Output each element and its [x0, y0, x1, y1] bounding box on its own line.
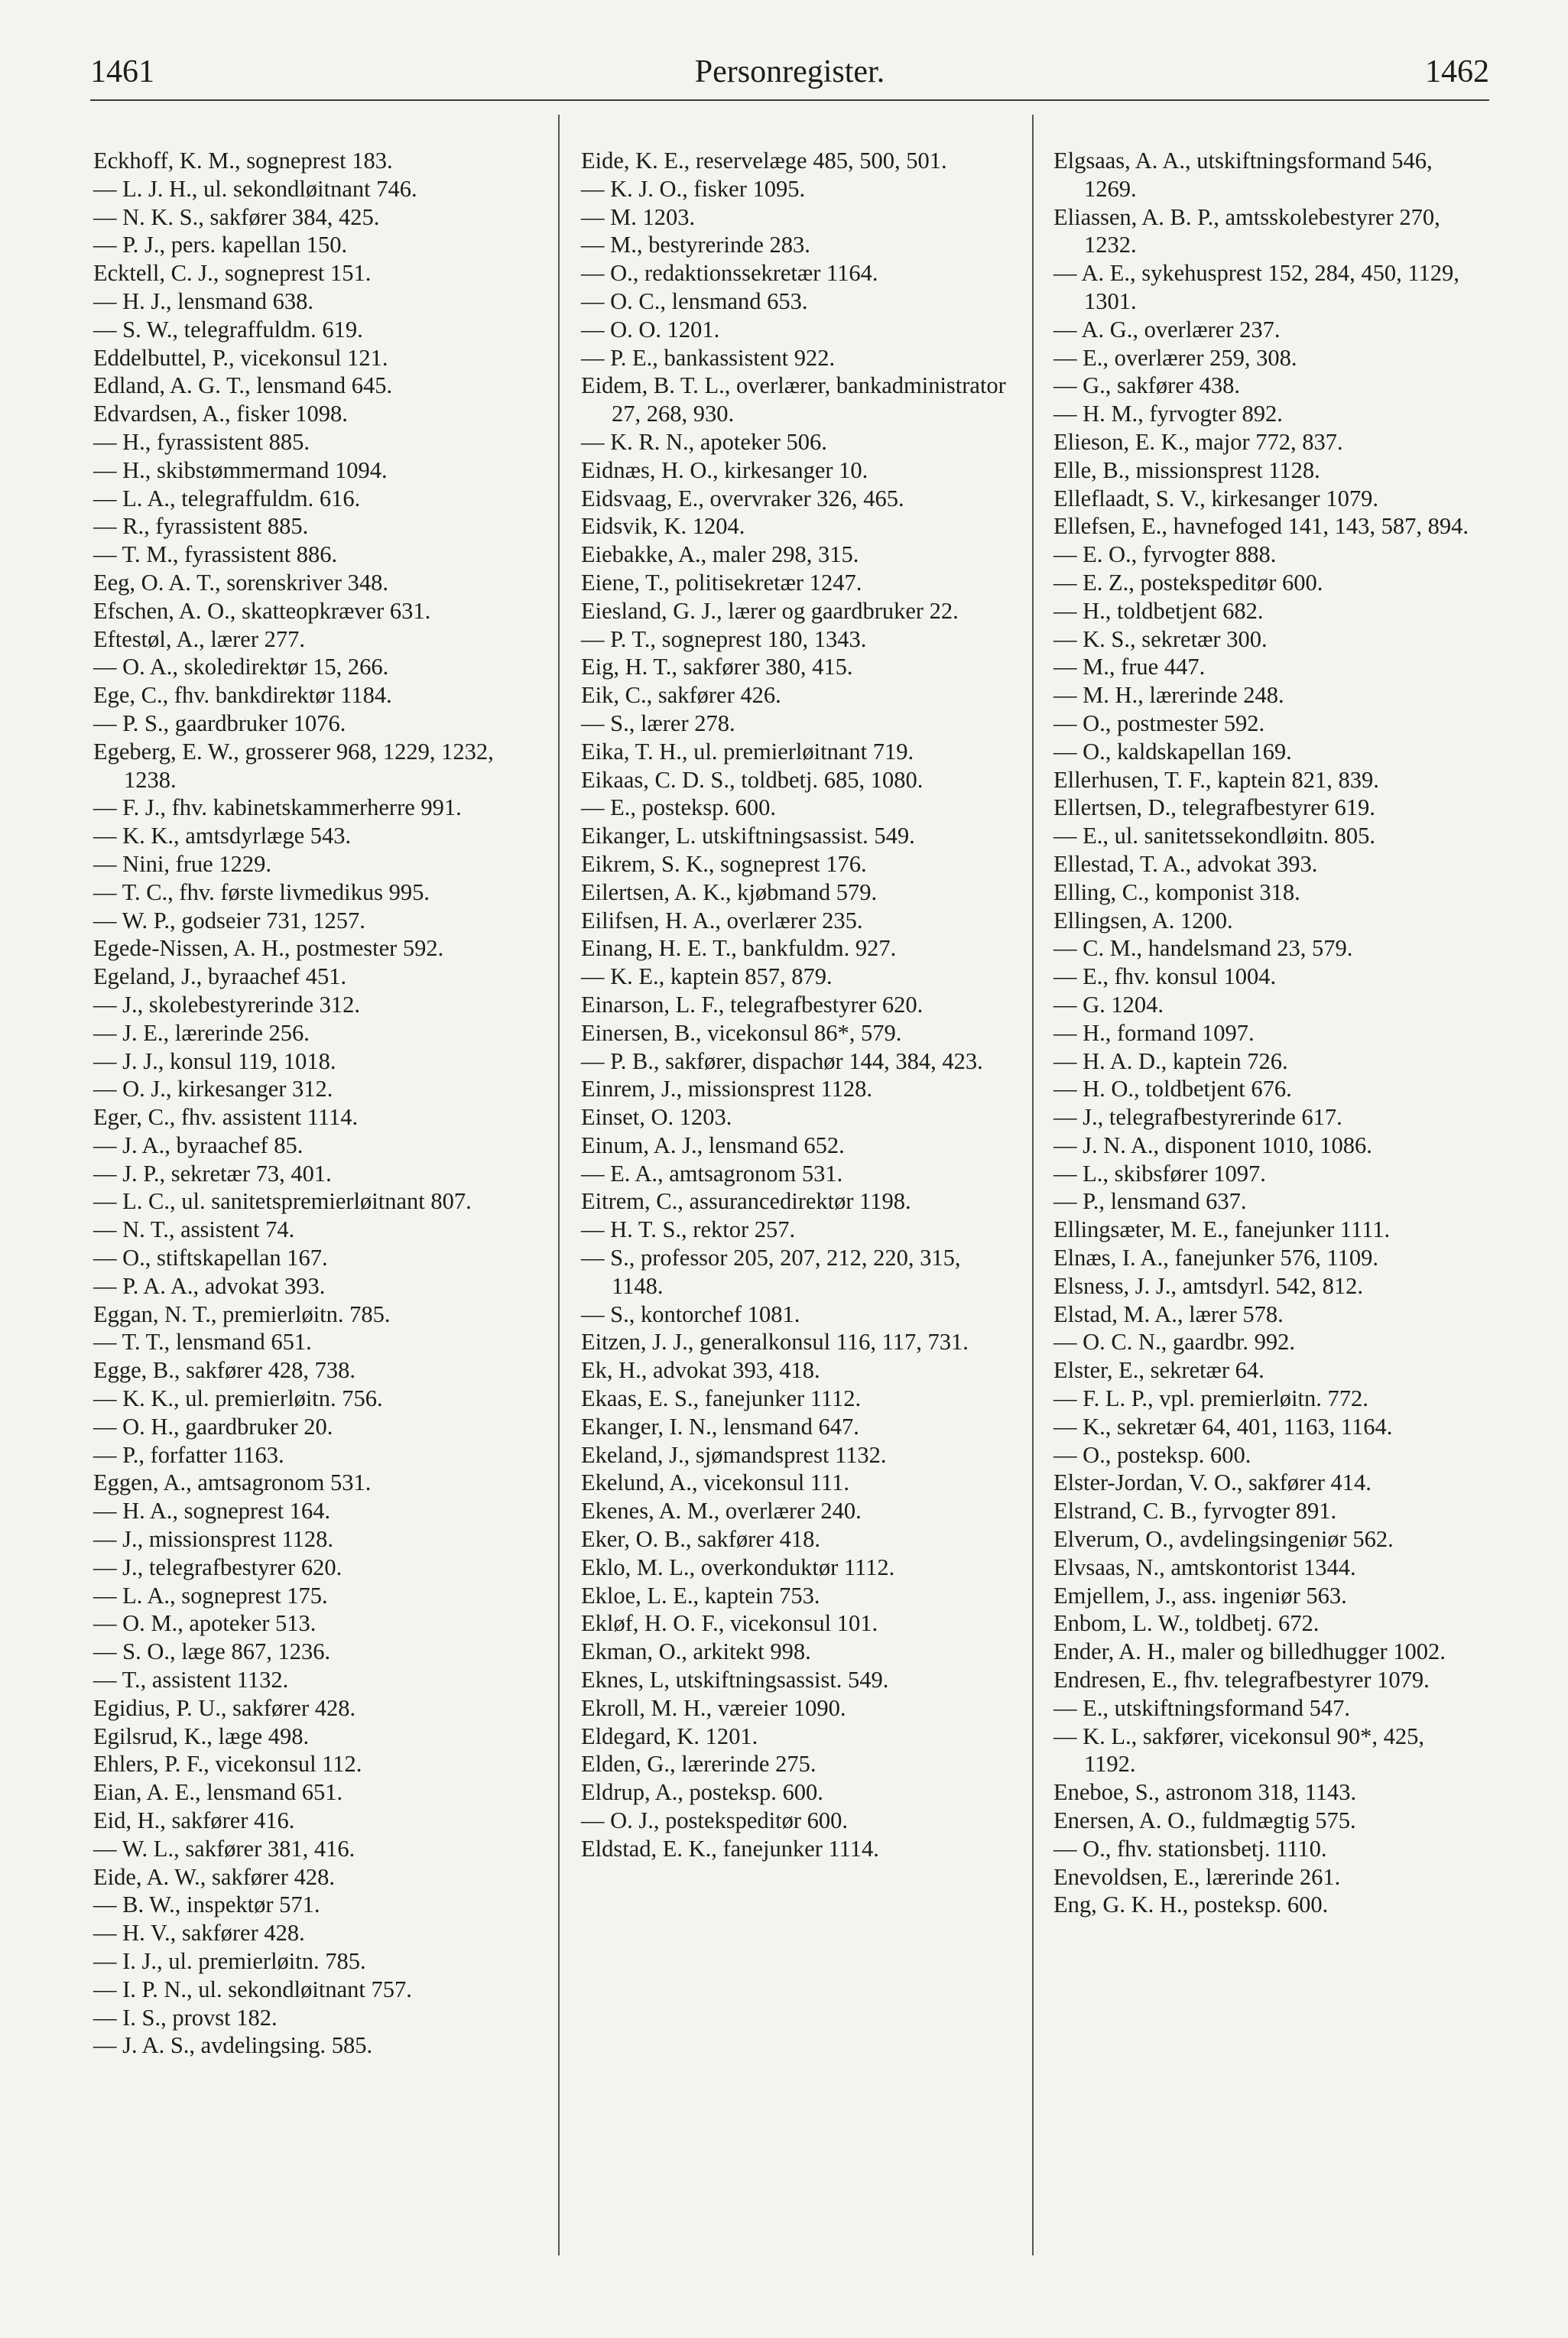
register-entry: Eika, T. H., ul. premierløitnant 719. — [581, 738, 914, 765]
register-entry: Ellerhusen, T. F., kaptein 821, 839. — [1053, 766, 1379, 793]
register-entry: Ekelund, A., vicekonsul 111. — [581, 1469, 849, 1496]
register-entry: — M. 1203. — [581, 203, 696, 230]
register-entry: — P. A. A., advokat 393. — [93, 1272, 326, 1299]
register-entry: Eilertsen, A. K., kjøbmand 579. — [581, 878, 878, 905]
register-entry: — G., sakfører 438. — [1053, 372, 1240, 399]
register-entry: — O., fhv. stationsbetj. 1110. — [1053, 1835, 1327, 1862]
register-entry: — L. C., ul. sanitetspremierløitnant 807. — [93, 1188, 472, 1215]
register-entry: — H. A. D., kaptein 726. — [1053, 1047, 1288, 1074]
register-entry: Ek, H., advokat 393, 418. — [581, 1357, 820, 1384]
register-entry: — L., skibsfører 1097. — [1053, 1160, 1266, 1187]
register-entry: Ekenes, A. M., overlærer 240. — [581, 1498, 862, 1525]
register-entry: Eitzen, J. J., generalkonsul 116, 117, 731. — [581, 1329, 969, 1356]
register-entry: Ellingsæter, M. E., fanejunker 1111. — [1053, 1216, 1391, 1243]
register-entry: Eker, O. B., sakfører 418. — [581, 1526, 821, 1553]
register-entry: — J. N. A., disponent 1010, 1086. — [1053, 1132, 1372, 1158]
register-entry: — C. M., handelsmand 23, 579. — [1053, 935, 1353, 962]
page-title: Personregister. — [694, 54, 885, 89]
register-entry: — S. O., læge 867, 1236. — [93, 1638, 331, 1665]
register-entry: Endresen, E., fhv. telegrafbestyrer 1079. — [1053, 1667, 1430, 1693]
register-entry: Elleflaadt, S. V., kirkesanger 1079. — [1053, 485, 1378, 511]
register-entry: Eig, H. T., sakfører 380, 415. — [581, 654, 853, 680]
register-entry: Elgsaas, A. A., utskiftningsformand 546, 1269. — [1053, 148, 1433, 202]
register-entry: Egede-Nissen, A. H., postmester 592. — [93, 935, 444, 962]
register-entry: Eidsvik, K. 1204. — [581, 513, 745, 540]
register-entry: — K. E., kaptein 857, 879. — [581, 963, 833, 990]
register-entry: — O. J., postekspeditør 600. — [581, 1807, 849, 1834]
register-entry: Eftestøl, A., lærer 277. — [93, 625, 306, 652]
register-entry: Eiesland, G. J., lærer og gaardbruker 22. — [581, 597, 959, 624]
header-rule — [90, 99, 1489, 101]
register-entry: Ege, C., fhv. bankdirektør 1184. — [93, 682, 392, 709]
register-entry: — M., bestyrerinde 283. — [581, 232, 810, 258]
register-entry: Egilsrud, K., læge 498. — [93, 1723, 310, 1749]
register-entry: — I. P. N., ul. sekondløitnant 757. — [93, 1976, 412, 2002]
register-entry: — T., assistent 1132. — [93, 1667, 289, 1693]
column-divider-2 — [1032, 115, 1034, 2255]
register-entry: Elden, G., lærerinde 275. — [581, 1751, 816, 1778]
register-entry: — J., skolebestyrerinde 312. — [93, 991, 360, 1018]
register-entry: Eldstad, E. K., fanejunker 1114. — [581, 1835, 879, 1862]
register-entry: — K. R. N., apoteker 506. — [581, 428, 827, 455]
register-entry: — S., kontorchef 1081. — [581, 1301, 800, 1327]
page-header — [90, 54, 1489, 99]
register-entry: — Nini, frue 1229. — [93, 850, 271, 877]
register-entry: — B. W., inspektør 571. — [93, 1892, 320, 1918]
register-entry: — O., posteksp. 600. — [1053, 1441, 1251, 1468]
register-entry: — K., sekretær 64, 401, 1163, 1164. — [1053, 1413, 1393, 1440]
register-entry: Elsness, J. J., amtsdyrl. 542, 812. — [1053, 1272, 1363, 1299]
register-entry: — N. K. S., sakfører 384, 425. — [93, 203, 380, 230]
register-entry: — E., utskiftningsformand 547. — [1053, 1694, 1350, 1721]
register-entry: — K. K., amtsdyrlæge 543. — [93, 823, 352, 849]
register-entry: — E. O., fyrvogter 888. — [1053, 541, 1277, 568]
register-entry: Einarson, L. F., telegrafbestyrer 620. — [581, 991, 924, 1018]
register-entry: Einum, A. J., lensmand 652. — [581, 1132, 845, 1158]
register-entry: — O. O. 1201. — [581, 316, 720, 343]
register-entry: Ekroll, M. H., væreier 1090. — [581, 1694, 846, 1721]
register-entry: — S. W., telegraffuldm. 619. — [93, 316, 363, 343]
register-entry: — M. H., lærerinde 248. — [1053, 682, 1284, 709]
register-column-3 — [1053, 147, 1482, 1919]
register-entry: Enbom, L. W., toldbetj. 672. — [1053, 1610, 1320, 1637]
register-entry: — M., frue 447. — [1053, 654, 1206, 680]
register-entry: — S., professor 205, 207, 212, 220, 315, 1148. — [581, 1245, 961, 1299]
register-entry: — J., telegrafbestyrer 620. — [93, 1554, 342, 1580]
register-entry: — K. K., ul. premierløitn. 756. — [93, 1385, 383, 1412]
register-entry: — S., lærer 278. — [581, 710, 735, 736]
register-entry: Edvardsen, A., fisker 1098. — [93, 401, 348, 427]
register-entry: Einrem, J., missionsprest 1128. — [581, 1076, 872, 1102]
register-entry: — O., postmester 592. — [1053, 710, 1265, 736]
register-entry: — F. L. P., vpl. premierløitn. 772. — [1053, 1385, 1368, 1412]
register-entry: Eger, C., fhv. assistent 1114. — [93, 1104, 359, 1131]
register-entry: Eide, K. E., reservelæge 485, 500, 501. — [581, 148, 947, 174]
register-entry: — O. H., gaardbruker 20. — [93, 1413, 333, 1440]
right-page-number: 1462 — [1425, 54, 1489, 89]
register-entry: — H. O., toldbetjent 676. — [1053, 1076, 1292, 1102]
register-entry: Eikrem, S. K., sogneprest 176. — [581, 850, 867, 877]
register-entry: — J., telegrafbestyrerinde 617. — [1053, 1104, 1342, 1131]
register-entry: Ekman, O., arkitekt 998. — [581, 1638, 811, 1665]
register-entry: — A. E., sykehusprest 152, 284, 450, 1129, 1301. — [1053, 260, 1459, 314]
register-entry: Elstrand, C. B., fyrvogter 891. — [1053, 1498, 1337, 1525]
register-entry: Eidnæs, H. O., kirkesanger 10. — [581, 456, 868, 483]
register-entry: — O., redaktionssekretær 1164. — [581, 260, 878, 287]
register-entry: — O. A., skoledirektør 15, 266. — [93, 654, 389, 680]
register-entry: — K. L., sakfører, vicekonsul 90*, 425, 1192. — [1053, 1723, 1424, 1778]
register-entry: Eknes, L, utskiftningsassist. 549. — [581, 1667, 889, 1693]
register-entry: — O. M., apoteker 513. — [93, 1610, 317, 1637]
register-column-1 — [93, 147, 521, 2060]
register-entry: — T. T., lensmand 651. — [93, 1329, 312, 1356]
register-entry: Eneboe, S., astronom 318, 1143. — [1053, 1779, 1357, 1806]
register-entry: — A. G., overlærer 237. — [1053, 316, 1281, 343]
register-entry: Eik, C., sakfører 426. — [581, 682, 781, 709]
register-entry: Elverum, O., avdelingsingeniør 562. — [1053, 1526, 1394, 1553]
register-entry: Ellefsen, E., havnefoged 141, 143, 587, 894. — [1053, 513, 1469, 540]
register-entry: — O. J., kirkesanger 312. — [93, 1076, 333, 1102]
register-entry: Eide, A. W., sakfører 428. — [93, 1863, 335, 1890]
register-entry: Einset, O. 1203. — [581, 1104, 732, 1131]
register-entry: — P. B., sakfører, dispachør 144, 384, 423. — [581, 1047, 983, 1074]
register-entry: — P. S., gaardbruker 1076. — [93, 710, 346, 736]
register-entry: Eitrem, C., assurancedirektør 1198. — [581, 1188, 911, 1215]
register-entry: — P. J., pers. kapellan 150. — [93, 232, 348, 258]
register-entry: Elling, C., komponist 318. — [1053, 878, 1300, 905]
register-entry: — O., kaldskapellan 169. — [1053, 738, 1292, 765]
register-entry: — J. A. S., avdelingsing. 585. — [93, 2032, 373, 2059]
register-entry: Egeland, J., byraachef 451. — [93, 963, 347, 990]
register-entry: — P. E., bankassistent 922. — [581, 344, 836, 371]
register-entry: Einang, H. E. T., bankfuldm. 927. — [581, 935, 897, 962]
register-entry: Eikanger, L. utskiftningsassist. 549. — [581, 823, 915, 849]
register-entry: Edland, A. G. T., lensmand 645. — [93, 372, 393, 399]
register-entry: — K. S., sekretær 300. — [1053, 625, 1268, 652]
register-entry: — H. M., fyrvogter 892. — [1053, 401, 1283, 427]
register-entry: — J. A., byraachef 85. — [93, 1132, 304, 1158]
register-entry: — H. J., lensmand 638. — [93, 287, 314, 314]
register-entry: Eggan, N. T., premierløitn. 785. — [93, 1301, 391, 1327]
register-entry: Egge, B., sakfører 428, 738. — [93, 1357, 356, 1384]
register-entry: Eckhoff, K. M., sogneprest 183. — [93, 148, 393, 174]
register-entry: Ecktell, C. J., sogneprest 151. — [93, 260, 372, 287]
register-entry: Ellestad, T. A., advokat 393. — [1053, 850, 1318, 877]
register-entry: Elster, E., sekretær 64. — [1053, 1357, 1264, 1384]
register-entry: — E., posteksp. 600. — [581, 794, 777, 821]
register-entry: — O. C. N., gaardbr. 992. — [1053, 1329, 1295, 1356]
register-entry: Ehlers, P. F., vicekonsul 112. — [93, 1751, 362, 1778]
register-entry: Egidius, P. U., sakfører 428. — [93, 1694, 356, 1721]
register-entry: — W. L., sakfører 381, 416. — [93, 1835, 355, 1862]
register-entry: Eid, H., sakfører 416. — [93, 1807, 295, 1834]
register-entry: — P. T., sogneprest 180, 1343. — [581, 625, 867, 652]
register-entry: Eikaas, C. D. S., toldbetj. 685, 1080. — [581, 766, 924, 793]
register-entry: — E., ul. sanitetssekondløitn. 805. — [1053, 823, 1376, 849]
register-entry: — H. T. S., rektor 257. — [581, 1216, 796, 1243]
register-entry: — J., missionsprest 1128. — [93, 1526, 334, 1553]
register-entry: — L. A., sogneprest 175. — [93, 1582, 328, 1609]
register-entry: Eidsvaag, E., overvraker 326, 465. — [581, 485, 904, 511]
left-page-number: 1461 — [90, 54, 154, 89]
register-entry: — R., fyrassistent 885. — [93, 513, 309, 540]
register-entry: Eng, G. K. H., posteksp. 600. — [1053, 1892, 1329, 1918]
register-entry: — P., forfatter 1163. — [93, 1441, 284, 1468]
register-entry: — J. P., sekretær 73, 401. — [93, 1160, 332, 1187]
register-entry: Ekaas, E. S., fanejunker 1112. — [581, 1385, 862, 1412]
column-divider-1 — [558, 115, 560, 2255]
register-entry: Ekloe, L. E., kaptein 753. — [581, 1582, 820, 1609]
register-entry: — H., formand 1097. — [1053, 1019, 1255, 1046]
register-entry: — H., fyrassistent 885. — [93, 428, 310, 455]
register-entry: — N. T., assistent 74. — [93, 1216, 295, 1243]
register-entry: — P., lensmand 637. — [1053, 1188, 1247, 1215]
register-column-2 — [581, 147, 1009, 1863]
register-entry: — K. J. O., fisker 1095. — [581, 175, 806, 202]
register-entry: Eeg, O. A. T., sorenskriver 348. — [93, 569, 388, 596]
register-entry: Eklo, M. L., overkonduktør 1112. — [581, 1554, 895, 1580]
register-entry: — H., toldbetjent 682. — [1053, 597, 1264, 624]
register-entry: Enevoldsen, E., lærerinde 261. — [1053, 1863, 1341, 1890]
register-entry: — H., skibstømmermand 1094. — [93, 456, 388, 483]
register-entry: Ekanger, I. N., lensmand 647. — [581, 1413, 859, 1440]
register-entry: Eiene, T., politisekretær 1247. — [581, 569, 862, 596]
register-entry: Elieson, E. K., major 772, 837. — [1053, 428, 1343, 455]
register-entry: Elle, B., missionsprest 1128. — [1053, 456, 1320, 483]
register-entry: Eldegard, K. 1201. — [581, 1723, 758, 1749]
register-entry: Emjellem, J., ass. ingeniør 563. — [1053, 1582, 1347, 1609]
register-entry: — T. C., fhv. første livmedikus 995. — [93, 878, 430, 905]
register-entry: — I. S., provst 182. — [93, 2004, 278, 2031]
register-entry: Elnæs, I. A., fanejunker 576, 1109. — [1053, 1245, 1378, 1271]
register-entry: — H. V., sakfører 428. — [93, 1920, 305, 1947]
register-entry: Elstad, M. A., lærer 578. — [1053, 1301, 1284, 1327]
register-entry: — E., overlærer 259, 308. — [1053, 344, 1297, 371]
register-entry: — J. J., konsul 119, 1018. — [93, 1047, 336, 1074]
register-entry: — O., stiftskapellan 167. — [93, 1245, 328, 1271]
register-entry: — E. Z., postekspeditør 600. — [1053, 569, 1323, 596]
register-entry: Elvsaas, N., amtskontorist 1344. — [1053, 1554, 1356, 1580]
register-entry: Elster-Jordan, V. O., sakfører 414. — [1053, 1469, 1372, 1496]
register-entry: Ellingsen, A. 1200. — [1053, 907, 1233, 934]
register-entry: Egeberg, E. W., grosserer 968, 1229, 1232, 1238. — [93, 738, 494, 793]
register-entry: Eian, A. E., lensmand 651. — [93, 1779, 343, 1806]
register-entry: — G. 1204. — [1053, 991, 1164, 1018]
register-entry: — E. A., amtsagronom 531. — [581, 1160, 843, 1187]
register-entry: — E., fhv. konsul 1004. — [1053, 963, 1277, 990]
register-entry: — O. C., lensmand 653. — [581, 287, 808, 314]
register-entry: Einersen, B., vicekonsul 86*, 579. — [581, 1019, 902, 1046]
register-entry: Enersen, A. O., fuldmægtig 575. — [1053, 1807, 1356, 1834]
register-entry: Efschen, A. O., skatteopkræver 631. — [93, 597, 431, 624]
register-entry: — H. A., sogneprest 164. — [93, 1498, 331, 1525]
register-entry: — F. J., fhv. kabinetskammerherre 991. — [93, 794, 462, 821]
register-entry: Eliassen, A. B. P., amtsskolebestyrer 270, 1232. — [1053, 203, 1440, 258]
register-entry: — L. J. H., ul. sekondløitnant 746. — [93, 175, 417, 202]
register-entry: Ellertsen, D., telegrafbestyrer 619. — [1053, 794, 1375, 821]
register-entry: Eldrup, A., posteksp. 600. — [581, 1779, 823, 1806]
register-entry: Eiebakke, A., maler 298, 315. — [581, 541, 859, 568]
register-entry: — W. P., godseier 731, 1257. — [93, 907, 365, 934]
register-entry: — T. M., fyrassistent 886. — [93, 541, 338, 568]
register-entry: — L. A., telegraffuldm. 616. — [93, 485, 361, 511]
register-entry: Ender, A. H., maler og billedhugger 1002. — [1053, 1638, 1446, 1665]
register-entry: — I. J., ul. premierløitn. 785. — [93, 1948, 366, 1974]
register-entry: — J. E., lærerinde 256. — [93, 1019, 310, 1046]
register-entry: Eggen, A., amtsagronom 531. — [93, 1469, 372, 1496]
register-entry: Eilifsen, H. A., overlærer 235. — [581, 907, 863, 934]
register-entry: Eddelbuttel, P., vicekonsul 121. — [93, 344, 388, 371]
register-entry: Ekeland, J., sjømandsprest 1132. — [581, 1441, 887, 1468]
register-entry: Eidem, B. T. L., overlærer, bankadministrator 27, 268, 930. — [581, 372, 1006, 427]
register-entry: Ekløf, H. O. F., vicekonsul 101. — [581, 1610, 878, 1637]
